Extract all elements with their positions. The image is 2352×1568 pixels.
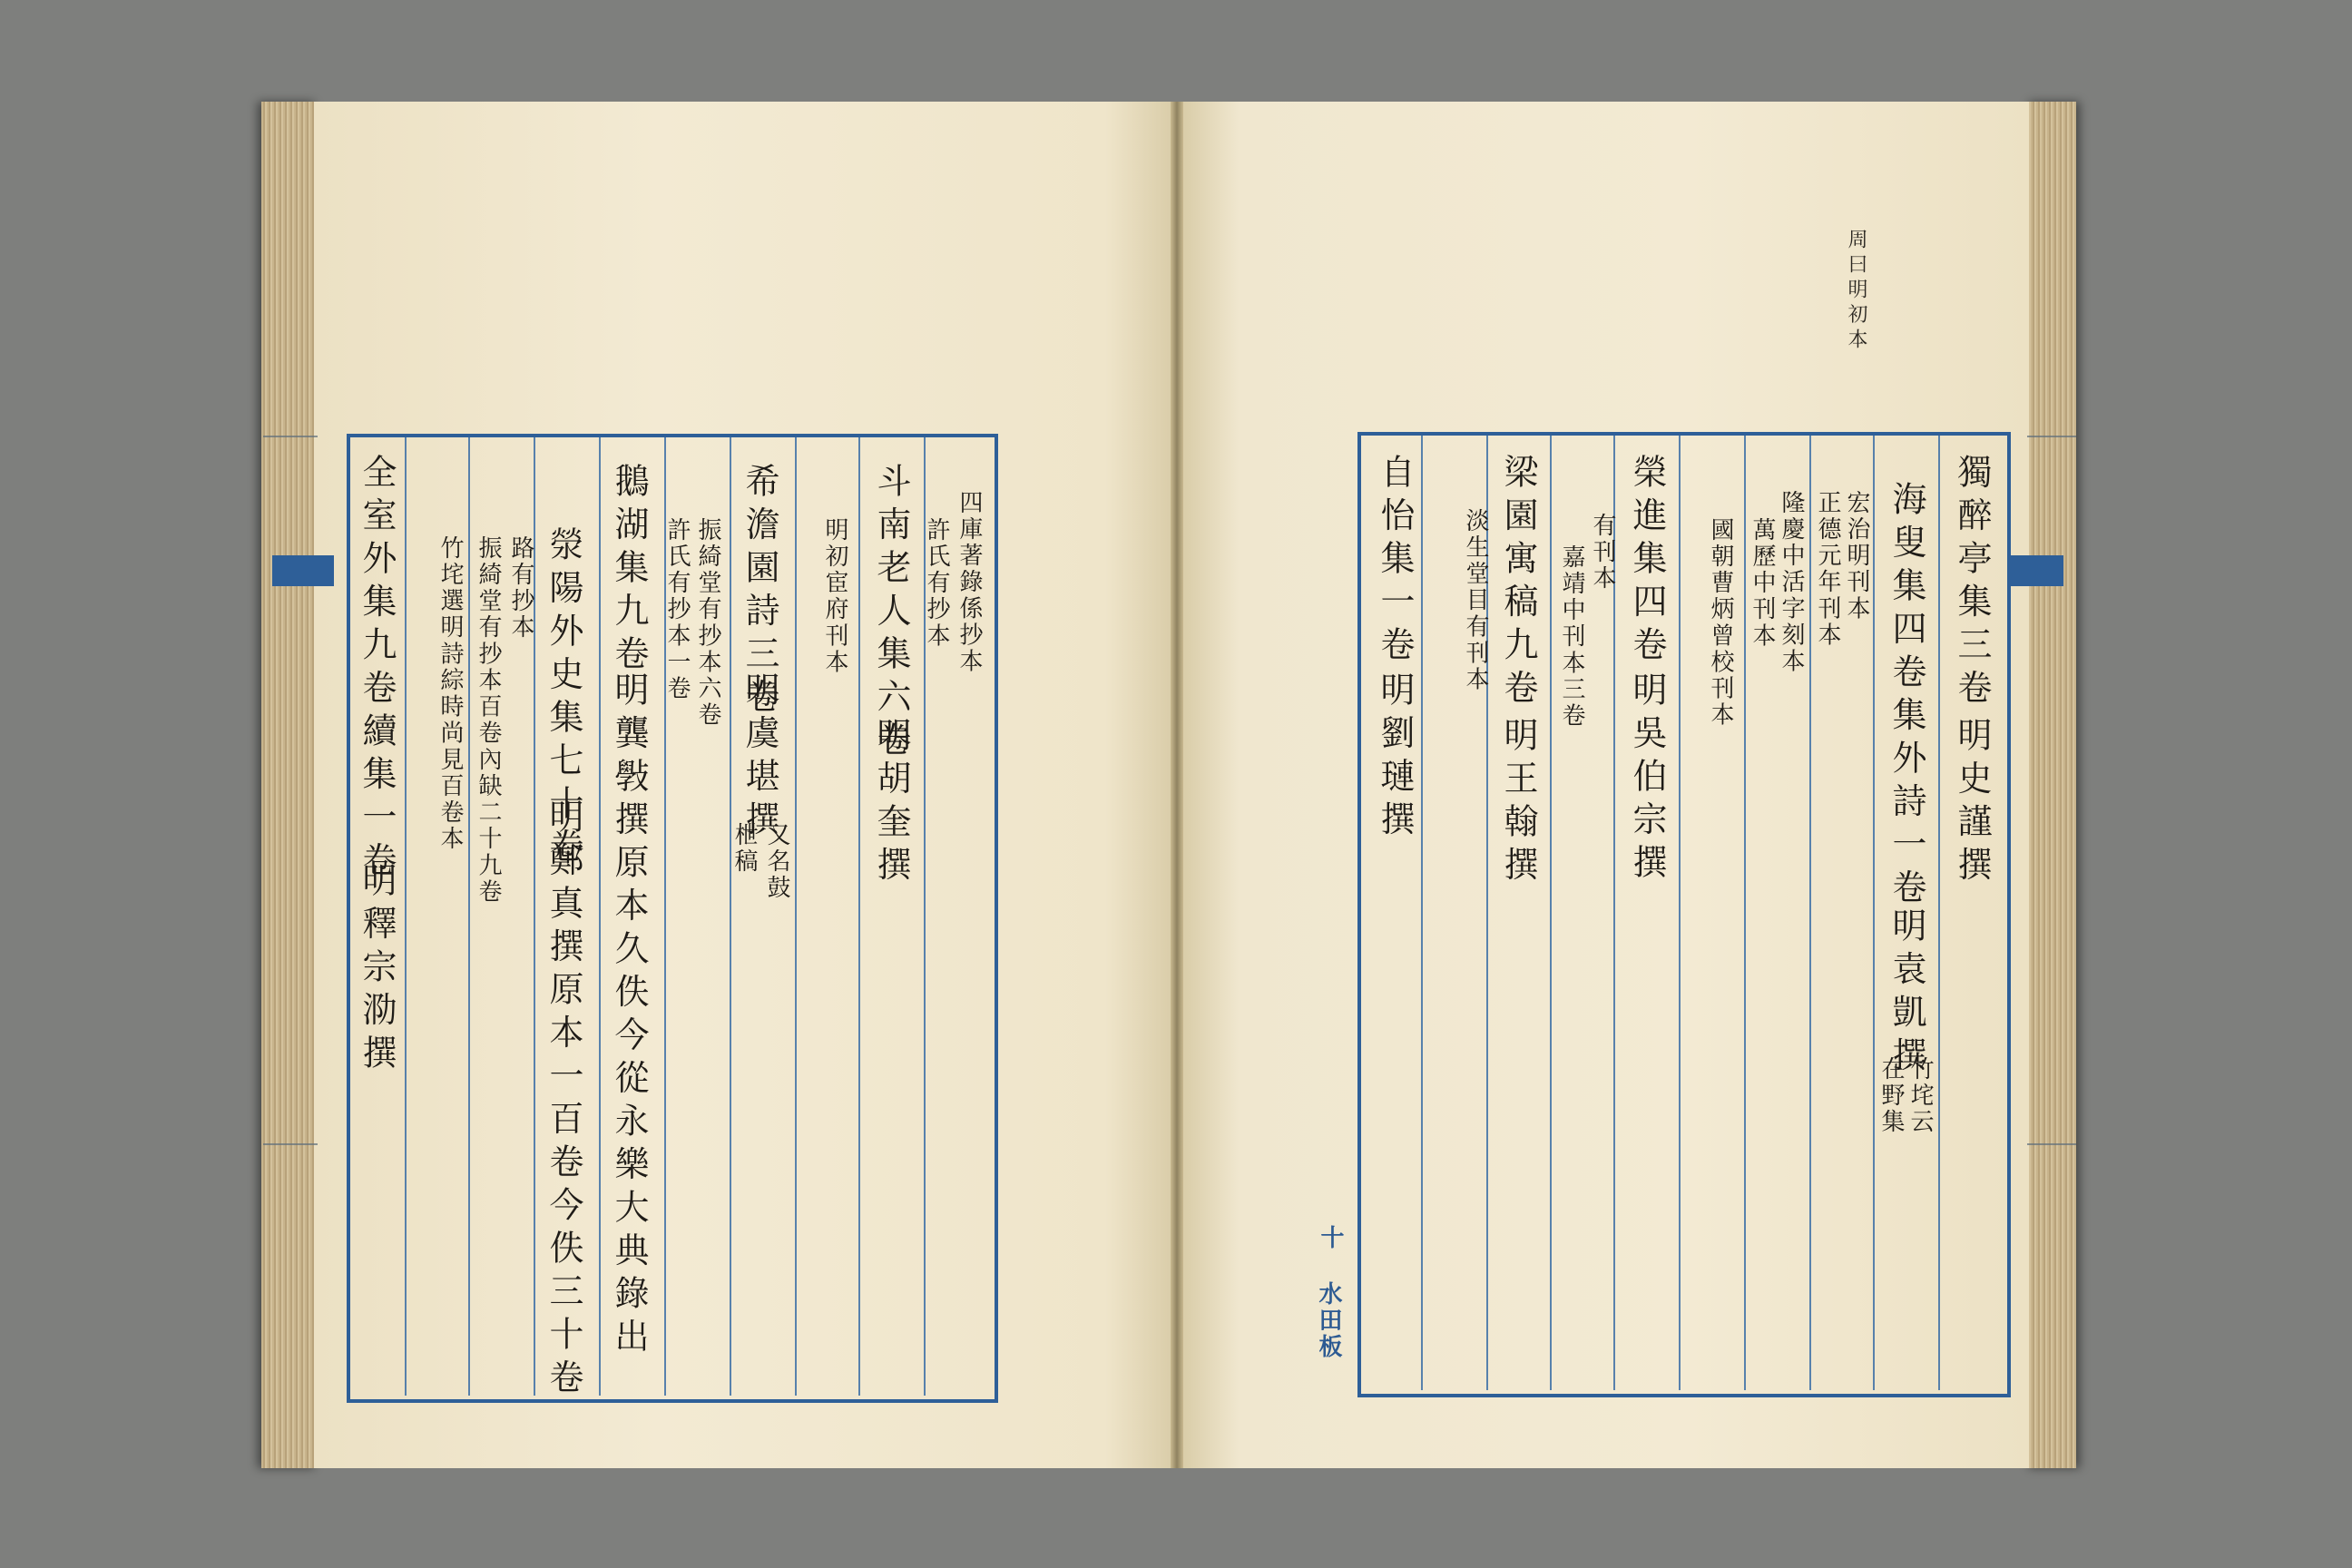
right-note: 宏治明刊本 xyxy=(1843,490,1870,622)
left-note: 又名鼓 xyxy=(763,822,790,902)
left-note: 四庫著錄係抄本 xyxy=(956,490,983,675)
publisher-stamp: 水田板 xyxy=(1315,1281,1342,1361)
column-rule xyxy=(468,437,470,1396)
column-rule xyxy=(1679,436,1681,1390)
column-rule xyxy=(1421,436,1423,1390)
column-rule xyxy=(405,437,407,1396)
left-entry-title: 滎陽外史集七十卷 xyxy=(544,526,583,871)
right-entry-author: 明袁凱撰 xyxy=(1886,907,1926,1080)
column-rule xyxy=(858,437,860,1396)
right-entry-author: 明劉璉撰 xyxy=(1375,671,1415,844)
left-note: 明初宦府刊本 xyxy=(821,517,848,676)
column-rule xyxy=(1550,436,1552,1390)
right-note: 萬歷中刊本 xyxy=(1749,517,1776,650)
left-entry-author: 明虞堪撰 xyxy=(740,671,779,844)
right-entry-title: 海叟集四卷集外詩一卷 xyxy=(1886,481,1926,912)
stitch-line xyxy=(2027,436,2076,437)
right-note: 淡生堂目有刊本 xyxy=(1462,508,1489,693)
right-note: 在野集 xyxy=(1877,1056,1905,1136)
stitch-line xyxy=(263,1143,318,1145)
right-note: 嘉靖中刊本三卷 xyxy=(1558,544,1585,730)
right-entry-title: 榮進集四卷 xyxy=(1627,454,1667,670)
left-entry-author: 明鄭真撰原本一百卷今佚三十卷 xyxy=(544,799,583,1402)
right-note: 有刊本 xyxy=(1589,513,1616,593)
right-fishtail-mark xyxy=(2007,555,2063,586)
left-note: 許氏有抄本一卷 xyxy=(663,517,691,702)
stitch-line xyxy=(263,436,318,437)
left-note: 許氏有抄本 xyxy=(923,517,950,650)
column-rule xyxy=(730,437,731,1396)
left-note: 竹垞選明詩綜時尚見百卷本 xyxy=(436,535,464,853)
left-entry-title: 鵝湖集九卷 xyxy=(609,463,649,679)
right-entry-title: 獨醉亭集三卷 xyxy=(1952,454,1992,712)
left-page-edges xyxy=(261,102,318,1468)
header-note: 周曰明初本 xyxy=(1845,229,1867,354)
left-note: 振綺堂有抄本六卷 xyxy=(694,517,721,729)
folio-number: 十 xyxy=(1317,1225,1344,1252)
left-entry-author: 明龔斅撰原本久佚今從永樂大典錄出 xyxy=(609,671,649,1361)
column-rule xyxy=(795,437,797,1396)
left-entry-author: 明胡奎撰 xyxy=(871,717,911,889)
right-entry-title: 自怡集一卷 xyxy=(1375,454,1415,670)
right-note: 國朝曹炳曾校刊本 xyxy=(1707,517,1734,729)
right-entry-title: 梁園寓稿九卷 xyxy=(1498,454,1538,712)
right-note: 竹垞云 xyxy=(1906,1056,1934,1136)
left-fishtail-mark xyxy=(272,555,334,586)
column-rule xyxy=(599,437,601,1396)
left-note: 枻稿 xyxy=(730,822,758,876)
left-note: 振綺堂有抄本百卷內缺二十九卷 xyxy=(475,535,502,906)
right-entry-author: 明吳伯宗撰 xyxy=(1627,671,1667,887)
left-entry-title: 全室外集九卷續集一卷 xyxy=(357,454,397,885)
column-rule xyxy=(1938,436,1940,1390)
left-entry-title: 斗南老人集六卷 xyxy=(871,463,911,765)
right-entry-author: 明史謹撰 xyxy=(1952,717,1992,889)
left-entry-author: 明釋宗泐撰 xyxy=(357,862,397,1078)
right-note: 正德元年刊本 xyxy=(1814,490,1841,649)
right-entry-author: 明王翰撰 xyxy=(1498,717,1538,889)
left-entry-title: 希澹園詩三卷 xyxy=(740,463,779,721)
right-page-edges xyxy=(2025,102,2076,1468)
book-gutter xyxy=(1171,102,1183,1468)
right-note: 隆慶中活字刻本 xyxy=(1778,490,1805,675)
stitch-line xyxy=(2027,1143,2076,1145)
left-note: 路有抄本 xyxy=(507,535,534,642)
